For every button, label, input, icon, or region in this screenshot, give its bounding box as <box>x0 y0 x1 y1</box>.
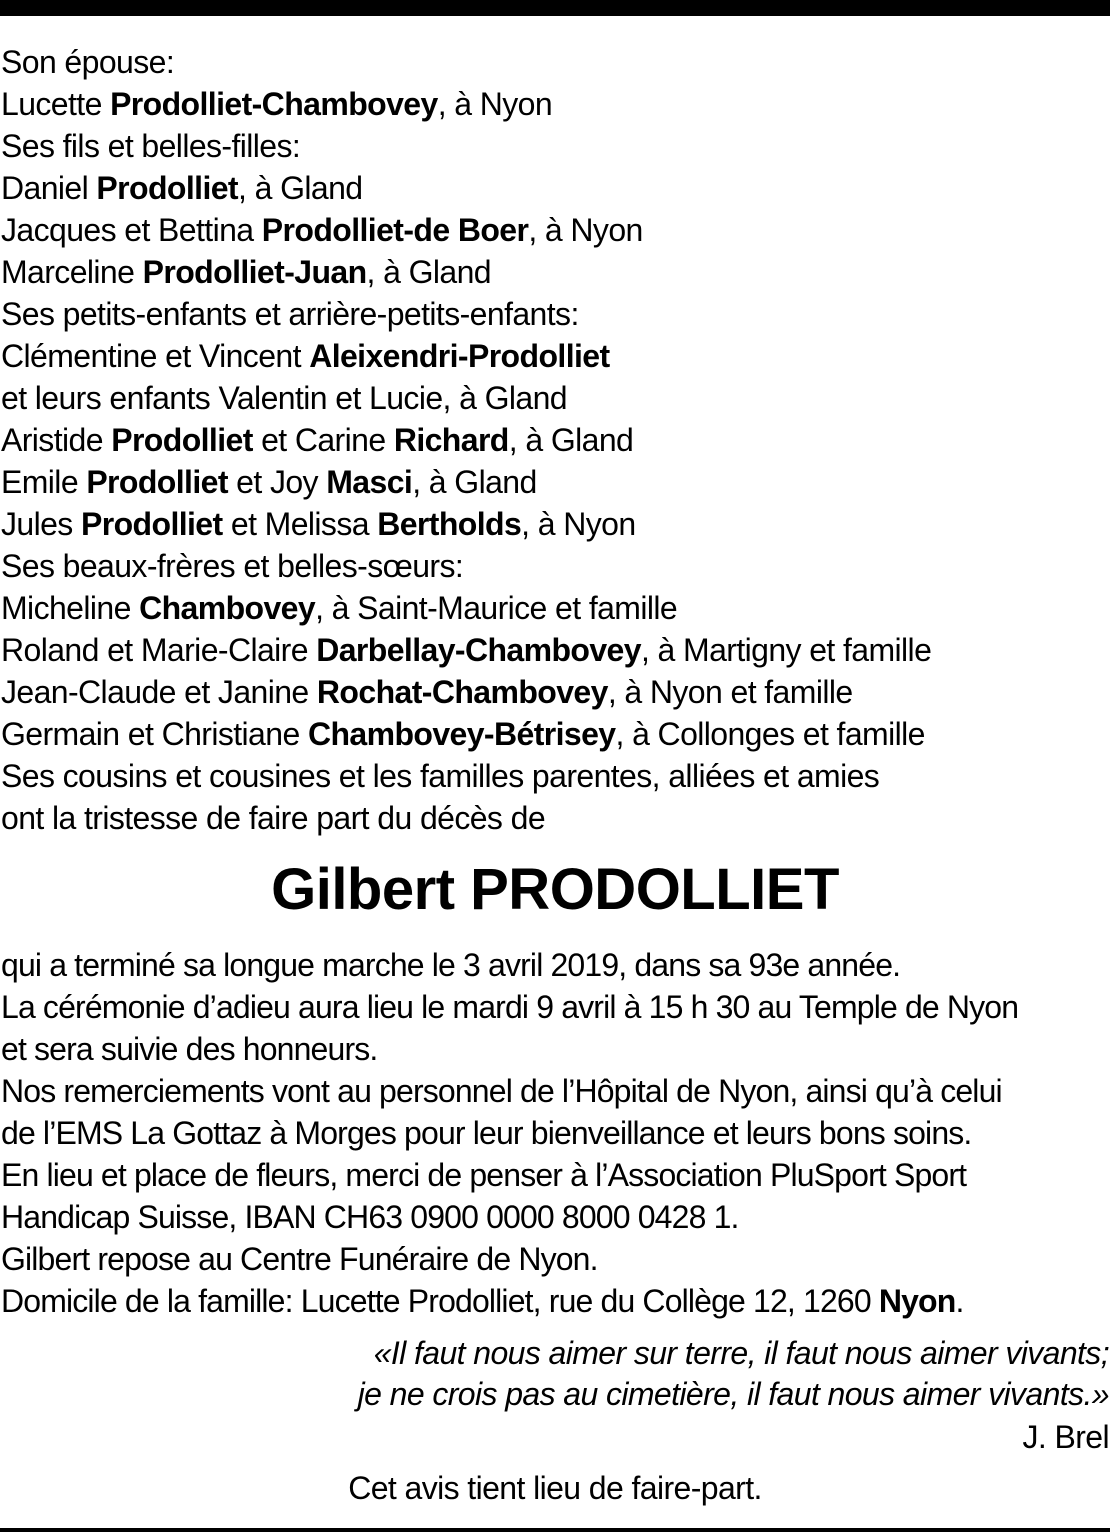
quote-author: J. Brel <box>1022 1419 1109 1455</box>
family-line-grandchild: Jules Prodolliet et Melissa Bertholds, à Nyon <box>1 506 636 542</box>
family-line-sons-heading: Ses fils et belles-filles: <box>1 128 301 164</box>
family-line-grandchild: Aristide Prodolliet et Carine Richard, à Gland <box>1 422 634 458</box>
family-line-spouse: Lucette Prodolliet-Chambovey, à Nyon <box>1 86 553 122</box>
bottom-border-rule <box>0 1528 1110 1532</box>
family-surname: Prodolliet <box>81 506 223 542</box>
quote-line: je ne crois pas au cimetière, il faut nous aimer vivants.» <box>357 1376 1109 1412</box>
notice-line-family-address: Domicile de la famille: Lucette Prodolliet, rue du Collège 12, 1260 Nyon. <box>1 1283 964 1319</box>
closing-note: Cet avis tient lieu de faire-part. <box>348 1470 762 1506</box>
notice-line-honours: et sera suivie des honneurs. <box>1 1031 378 1067</box>
family-line-in-law: Roland et Marie-Claire Darbellay-Chambovey, à Martigny et famille <box>1 632 932 668</box>
notice-body <box>1 944 1109 1322</box>
notice-line-thanks-cont: de l’EMS La Gottaz à Morges pour leur bienveillance et leurs bons soins. <box>1 1115 972 1151</box>
notice-line-thanks: Nos remerciements vont au personnel de l’Hôpital de Nyon, ainsi qu’à celui <box>1 1073 1002 1109</box>
notice-line-donation: En lieu et place de fleurs, merci de penser à l’Association PluSport Sport <box>1 1157 967 1193</box>
notice-line-funeral-home: Gilbert repose au Centre Funéraire de Nyon. <box>1 1241 598 1277</box>
quote-line: «Il faut nous aimer sur terre, il faut nous aimer vivants; <box>373 1335 1109 1371</box>
family-surname: Prodolliet-de Boer <box>261 212 529 248</box>
family-line-son: Daniel Prodolliet, à Gland <box>1 170 363 206</box>
notice-line-iban: Handicap Suisse, IBAN CH63 0900 0000 8000 0428 1. <box>1 1199 739 1235</box>
family-surname: Prodolliet <box>86 464 228 500</box>
family-line-in-laws-heading: Ses beaux-frères et belles-sœurs: <box>1 548 464 584</box>
family-line-cousins: Ses cousins et cousines et les familles parentes, alliées et amies <box>1 758 880 794</box>
family-line-grandchild: Clémentine et Vincent Aleixendri-Prodolliet <box>1 338 610 374</box>
family-line-great-grandchildren: et leurs enfants Valentin et Lucie, à Gland <box>1 380 567 416</box>
family-line-in-law: Germain et Christiane Chambovey-Bétrisey, à Collonges et famille <box>1 716 925 752</box>
family-surname: Bertholds <box>377 506 522 542</box>
family-surname: Prodolliet-Chambovey <box>110 86 438 122</box>
family-line-in-law: Jean-Claude et Janine Rochat-Chambovey, à Nyon et famille <box>1 674 853 710</box>
notice-line-ceremony: La cérémonie d’adieu aura lieu le mardi 9 avril à 15 h 30 au Temple de Nyon <box>1 989 1019 1025</box>
family-surname: Chambovey-Bétrisey <box>307 716 616 752</box>
family-surname: Prodolliet <box>111 422 253 458</box>
family-line-spouse-heading: Son épouse: <box>1 44 175 80</box>
top-border-rule <box>0 0 1110 16</box>
deceased-name-heading: Gilbert PRODOLLIET <box>271 857 839 922</box>
brel-quote <box>209 1333 1109 1415</box>
family-surname: Aleixendri-Prodolliet <box>309 338 610 374</box>
family-announcement <box>1 41 1106 839</box>
notice-line-passing: qui a terminé sa longue marche le 3 avril 2019, dans sa 93e année. <box>1 947 901 983</box>
family-surname: Chambovey <box>139 590 316 626</box>
family-surname: Masci <box>326 464 413 500</box>
family-line-grandchild: Emile Prodolliet et Joy Masci, à Gland <box>1 464 537 500</box>
family-surname: Richard <box>393 422 509 458</box>
family-line-announcement: ont la tristesse de faire part du décès de <box>1 800 546 836</box>
family-surname: Prodolliet <box>96 170 238 206</box>
family-line-in-law: Micheline Chambovey, à Saint-Maurice et famille <box>1 590 678 626</box>
family-surname: Prodolliet-Juan <box>142 254 367 290</box>
family-surname: Rochat-Chambovey <box>316 674 608 710</box>
address-city: Nyon <box>878 1283 956 1319</box>
family-line-daughter-in-law: Marceline Prodolliet-Juan, à Gland <box>1 254 492 290</box>
family-surname: Darbellay-Chambovey <box>316 632 641 668</box>
family-line-grandchildren-heading: Ses petits-enfants et arrière-petits-enfants: <box>1 296 579 332</box>
family-line-son: Jacques et Bettina Prodolliet-de Boer, à Nyon <box>1 212 643 248</box>
